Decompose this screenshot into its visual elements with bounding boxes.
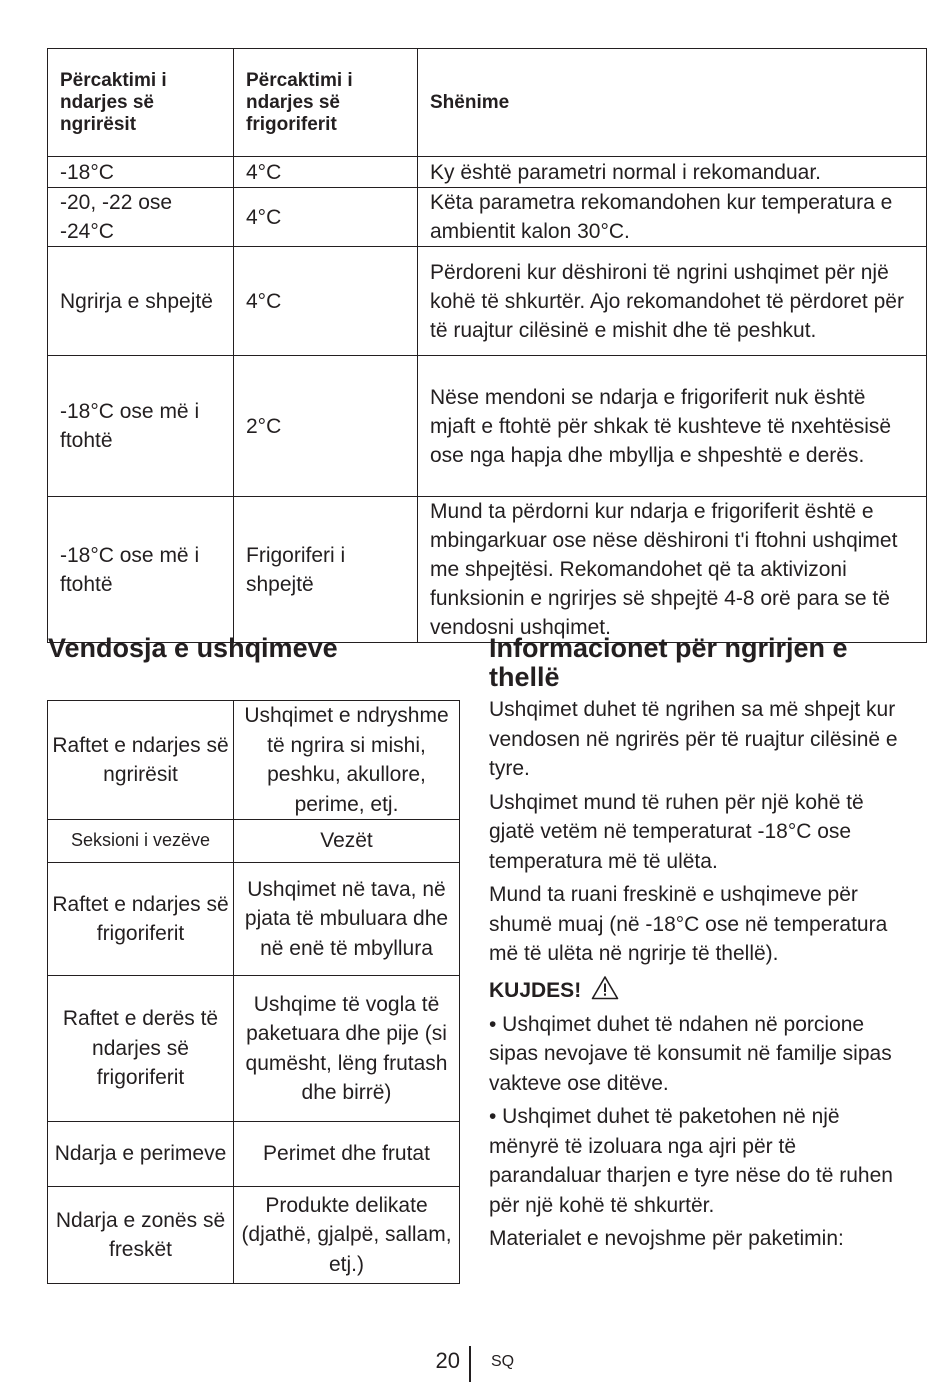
- food-type: Perimet dhe frutat: [234, 1122, 460, 1187]
- warning-label: KUJDES!: [489, 978, 582, 1002]
- note-text: Mund ta përdorni kur ndarja e frigoriferit është e mbingarkuar ose nëse dëshironi t'i ftohni ushqimet me shpejtësi. Rekomandohet që ta aktivizoni funksionin e ngrirjes së shpejtë 4-8 orë para se të vendosni ushqimet.: [418, 497, 927, 643]
- note-text: Ky është parametri normal i rekomanduar.: [418, 157, 927, 188]
- table-row: [48, 701, 460, 820]
- fridge-value: Frigoriferi i shpejtë: [234, 497, 418, 643]
- table-header-row: [48, 49, 927, 157]
- fridge-value: 2°C: [234, 356, 418, 497]
- table-row: [48, 1122, 460, 1187]
- fridge-value: 4°C: [234, 188, 418, 247]
- fridge-value: 4°C: [234, 247, 418, 356]
- header-notes: Shënime: [418, 49, 927, 157]
- note-text: Përdoreni kur dëshironi të ngrini ushqimet për një kohë të shkurtër. Ajo rekomandohet të përdoret për të ruajtur cilësinë e mishit dhe të peshkut.: [418, 247, 927, 356]
- food-type: Vezët: [234, 820, 460, 863]
- footer-divider: [469, 1346, 471, 1382]
- table-row: [48, 497, 927, 643]
- compartment-name: Raftet e derës të ndarjes së frigoriferit: [48, 976, 234, 1122]
- freezer-value: -20, -22 ose -24°C: [48, 188, 234, 247]
- table-row: [48, 863, 460, 976]
- warning-bullet: • Ushqimet duhet të paketohen në një mënyrë të izoluara nga ajri për të parandaluar tharjen e tyre nëse do të ruhen për një kohë të shkurtër.: [489, 1105, 893, 1217]
- compartment-name: Ndarja e perimeve: [48, 1122, 234, 1187]
- warning-triangle-icon: [591, 975, 619, 1008]
- table-row: [48, 1187, 460, 1284]
- note-text: Këta parametra rekomandohen kur temperatura e ambientit kalon 30°C.: [418, 188, 927, 247]
- warning-bullet: • Ushqimet duhet të ndahen në porcione sipas nevojave të konsumit në familje sipas vakteve ose ditëve.: [489, 1012, 892, 1095]
- warning-line: [489, 975, 909, 1008]
- freezer-value: -18°C: [48, 157, 234, 188]
- food-type: Ushqime të vogla të paketuara dhe pije (si qumësht, lëng frutash dhe birrë): [234, 976, 460, 1122]
- placement-heading: Vendosja e ushqimeve: [48, 633, 338, 663]
- deep-freeze-section: [489, 634, 909, 1254]
- table-row: [48, 157, 927, 188]
- language-code: SQ: [491, 1353, 515, 1370]
- compartment-name: Raftet e ndarjes së ngrirësit: [48, 701, 234, 820]
- freezer-value: -18°C ose më i ftohtë: [48, 497, 234, 643]
- page-number: 20: [435, 1348, 460, 1373]
- page-footer: [0, 1346, 950, 1382]
- deep-freeze-paragraph: Ushqimet mund të ruhen për një kohë të gjatë vetëm në temperaturat -18°C ose temperatura më të ulëta.: [489, 790, 864, 873]
- food-type: Ushqimet e ndryshme të ngrira si mishi, peshku, akullore, perime, etj.: [234, 701, 460, 820]
- table-row: [48, 976, 460, 1122]
- food-type: Produkte delikate (djathë, gjalpë, sallam, etj.): [234, 1187, 460, 1284]
- freezer-value: -18°C ose më i ftohtë: [48, 356, 234, 497]
- deep-freeze-paragraph: Ushqimet duhet të ngrihen sa më shpejt kur vendosen në ngrirës për të ruajtur cilësinë e tyre.: [489, 698, 898, 780]
- packaging-materials-text: Materialet e nevojshme për paketimin:: [489, 1227, 844, 1250]
- table-row: [48, 247, 927, 356]
- freezer-value: Ngrirja e shpejtë: [48, 247, 234, 356]
- deep-freeze-heading: Informacionet për ngrirjen e thellë: [489, 633, 848, 692]
- note-text: Nëse mendoni se ndarja e frigoriferit nuk është mjaft e ftohtë për shkak të kushteve të nxehtësisë ose nga hapja dhe mbyllja e shpeshtë e derës.: [418, 356, 927, 497]
- compartment-name: Raftet e ndarjes së frigoriferit: [48, 863, 234, 976]
- table-row: [48, 356, 927, 497]
- temperature-settings-table: [47, 48, 927, 643]
- compartment-name: Seksioni i vezëve: [48, 820, 234, 863]
- table-row: [48, 820, 460, 863]
- header-fridge-setting: Përcaktimi i ndarjes së frigoriferit: [234, 49, 418, 157]
- table-row: [48, 188, 927, 247]
- deep-freeze-paragraph: Mund ta ruani freskinë e ushqimeve për shumë muaj (në -18°C ose në temperatura më të ulëta në ngrirje të thellë).: [489, 883, 888, 965]
- food-type: Ushqimet në tava, në pjata të mbuluara dhe në enë të mbyllura: [234, 863, 460, 976]
- fridge-value: 4°C: [234, 157, 418, 188]
- compartment-name: Ndarja e zonës së freskët: [48, 1187, 234, 1284]
- food-placement-table: [47, 700, 460, 1284]
- header-freezer-setting: Përcaktimi i ndarjes së ngrirësit: [48, 49, 234, 157]
